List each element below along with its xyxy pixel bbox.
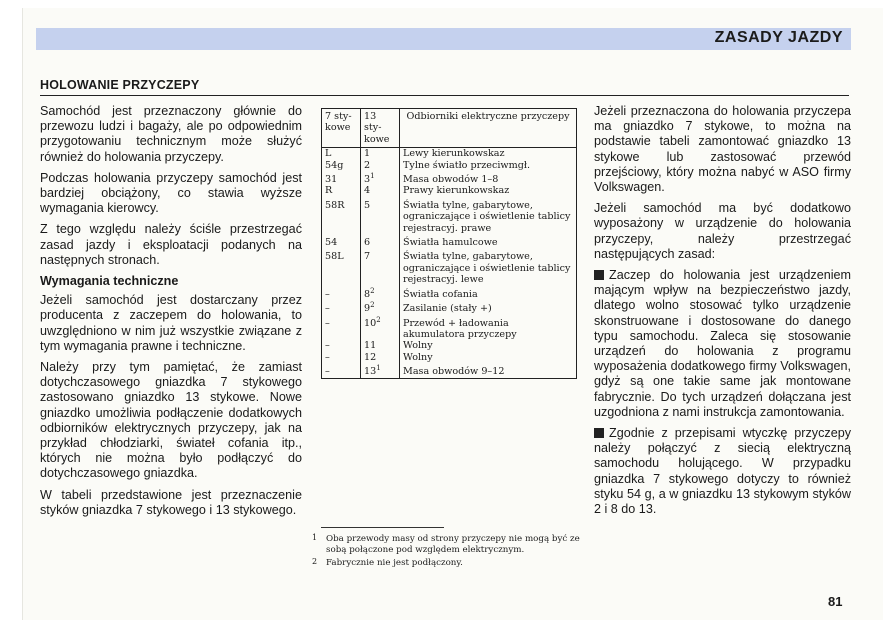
pin-13 <box>361 148 400 160</box>
footnote <box>312 534 582 556</box>
table-row <box>322 340 577 351</box>
table-row <box>322 197 577 234</box>
pin-7: 58R <box>322 197 361 234</box>
table-header-row <box>322 109 577 148</box>
pin-13-number: 10 <box>364 317 377 329</box>
left-column <box>40 104 302 524</box>
pin-13 <box>361 248 400 285</box>
paragraph: Jeżeli samochód ma być dodatkowo wyposażony w urządzenie do holowania przyczepy, należy przestrzegać następujących zasad: <box>594 201 851 261</box>
consumer-description: Przewód + ładowania akumulatora przyczepy <box>400 315 577 341</box>
pin-13 <box>361 185 400 196</box>
pin-13 <box>361 234 400 248</box>
pin-13 <box>361 352 400 363</box>
table-row <box>322 286 577 300</box>
pin-13-number: 2 <box>364 159 371 171</box>
chapter-title: ZASADY JAZDY <box>714 29 843 46</box>
footnote-marker: 1 <box>376 363 381 372</box>
pin-7: R <box>322 185 361 196</box>
footnote <box>312 558 582 569</box>
footnote-divider <box>321 527 444 528</box>
bullet-paragraph <box>594 426 851 517</box>
connector-pin-table <box>321 108 577 379</box>
pin-7: L <box>322 148 361 160</box>
pin-13-number: 13 <box>364 366 377 378</box>
pin-13 <box>361 160 400 171</box>
pin-7: – <box>322 352 361 363</box>
pin-7: – <box>322 340 361 351</box>
pin-7: 58L <box>322 248 361 285</box>
pin-13-number: 5 <box>364 199 371 211</box>
paragraph: Jeżeli samochód jest dostarczany przez producenta z zaczepem do holowania, to uwzględniono w nim już wszystkie związane z tym wymagania prawne i techniczne. <box>40 293 302 353</box>
table-body <box>322 148 577 378</box>
footnotes <box>312 534 582 571</box>
pin-7: – <box>322 315 361 341</box>
square-bullet-icon <box>594 428 604 438</box>
consumer-description: Wolny <box>400 340 577 351</box>
pin-7: 54 <box>322 234 361 248</box>
footnote-text: Oba przewody masy od strony przyczepy nie mogą być ze sobą połączone pod względem elektrycznym. <box>326 534 580 555</box>
pin-7: 31 <box>322 171 361 185</box>
footnote-text: Fabrycznie nie jest podłączony. <box>326 558 463 568</box>
consumer-description: Światła hamulcowe <box>400 234 577 248</box>
pin-13-number: 8 <box>364 288 371 300</box>
table-row <box>322 185 577 196</box>
square-bullet-icon <box>594 270 604 280</box>
pin-13 <box>361 300 400 314</box>
table-row <box>322 352 577 363</box>
table-row <box>322 148 577 160</box>
pin-13 <box>361 171 400 185</box>
paragraph: Jeżeli przeznaczona do holowania przyczepa ma gniazdko 7 stykowe, to można na podstawie tabeli zamontować gniazdko 13 stykowe lub zastosować przewód przejściowy, który można nabyć w ASO firmy Volkswagen. <box>594 104 851 195</box>
consumer-description: Tylne światło przeciwmgł. <box>400 160 577 171</box>
pin-13-number: 6 <box>364 237 371 249</box>
consumer-description: Światła cofania <box>400 286 577 300</box>
consumer-description: Światła tylne, gabarytowe, ograniczające i oświetlenie tablicy rejestracyj. lewe <box>400 248 577 285</box>
header-consumers: Odbiorniki elektryczne przyczepy <box>400 109 577 148</box>
paragraph: Podczas holowania przyczepy samochód jest bardziej obciążony, co stawia wyższe wymagania kierowcy. <box>40 170 302 216</box>
footnote-marker: 1 <box>370 171 375 180</box>
pin-7: – <box>322 363 361 378</box>
table-row <box>322 171 577 185</box>
footnote-marker: 2 <box>376 315 381 324</box>
pin-13-number: 3 <box>364 174 371 186</box>
table-row <box>322 160 577 171</box>
pin-7: – <box>322 300 361 314</box>
pin-13-number: 12 <box>364 351 377 363</box>
footnote-number: 2 <box>312 557 318 566</box>
footnote-number: 1 <box>312 533 318 542</box>
table-row <box>322 248 577 285</box>
bullet-text: Zaczep do holowania jest urządzeniem mającym wpływ na bezpieczeństwo jazdy, dlatego wolno stosować tylko urządzenie skonstruowane i dostosowane do danego typu samochodu. Zaleca się stosowanie urządzeń do holowania z programu wyposażenia dodatkowego firmy Volkswagen, gdyż są one takie same jak montowane fabrycznie. Do tych urządzeń dołączana jest uzgodniona z nami instrukcja zamontowania. <box>594 268 851 419</box>
section-title: HOLOWANIE PRZYCZEPY <box>40 78 200 92</box>
page-number: 81 <box>828 594 843 609</box>
footnote-marker: 2 <box>370 286 375 295</box>
pin-13-number: 11 <box>364 340 377 352</box>
pin-13-number: 4 <box>364 185 371 197</box>
paragraph: Z tego względu należy ściśle przestrzegać zasad jazdy i eksploatacji podanych na następnych stronach. <box>40 222 302 267</box>
consumer-description: Masa obwodów 1–8 <box>400 171 577 185</box>
pin-13 <box>361 197 400 234</box>
table-row <box>322 234 577 248</box>
pin-13 <box>361 340 400 351</box>
header-13-pin: 13 sty-kowe <box>361 109 400 148</box>
paragraph: Samochód jest przeznaczony głównie do przewozu ludzi i bagaży, ale po odpowiednim przygotowaniu technicznym może służyć również do holowania przyczepy. <box>40 104 302 164</box>
pin-13 <box>361 286 400 300</box>
pin-7: 54g <box>322 160 361 171</box>
table-row <box>322 363 577 378</box>
pin-13-number: 1 <box>364 148 371 160</box>
table-row <box>322 300 577 314</box>
footnote-marker: 2 <box>370 300 375 309</box>
consumer-description: Zasilanie (stały +) <box>400 300 577 314</box>
consumer-description: Światła tylne, gabarytowe, ograniczające i oświetlenie tablicy rejestracyj. prawe <box>400 197 577 234</box>
pin-13-number: 7 <box>364 251 371 263</box>
right-column <box>594 104 851 523</box>
pin-13 <box>361 315 400 341</box>
consumer-description: Masa obwodów 9–12 <box>400 363 577 378</box>
pin-7: – <box>322 286 361 300</box>
consumer-description: Lewy kierunkowskaz <box>400 148 577 160</box>
paragraph: Należy przy tym pamiętać, że zamiast dotychczasowego gniazdka 7 stykowego zastosowano gniazdko 13 stykowe. Nowe gniazdko umożliwia podłączenie dodatkowych odbiorników elektrycznych przyczepy, jak na przykład chłodziarki, świateł cofania itp., których nie można było podłączyć do dotychczasowego gniazdka. <box>40 360 302 481</box>
header-7-pin: 7 sty-kowe <box>322 109 361 148</box>
pin-13 <box>361 363 400 378</box>
bullet-paragraph <box>594 268 851 420</box>
table-row <box>322 315 577 341</box>
pin-13-number: 9 <box>364 303 371 315</box>
paragraph: W tabeli przedstawione jest przeznaczenie styków gniazdka 7 stykowego i 13 stykowego. <box>40 487 302 517</box>
section-divider <box>40 95 849 96</box>
consumer-description: Wolny <box>400 352 577 363</box>
consumer-description: Prawy kierunkowskaz <box>400 185 577 196</box>
header-banner <box>36 28 851 50</box>
bullet-text: Zgodnie z przepisami wtyczkę przyczepy należy połączyć z siecią elektryczną samochodu holującego. W przypadku gniazdka 7 stykowego dotyczy to również styku 54 g, a w gniazdku 13 stykowym styków 2 i 8 do 13. <box>594 426 851 517</box>
subheading: Wymagania techniczne <box>40 274 179 289</box>
